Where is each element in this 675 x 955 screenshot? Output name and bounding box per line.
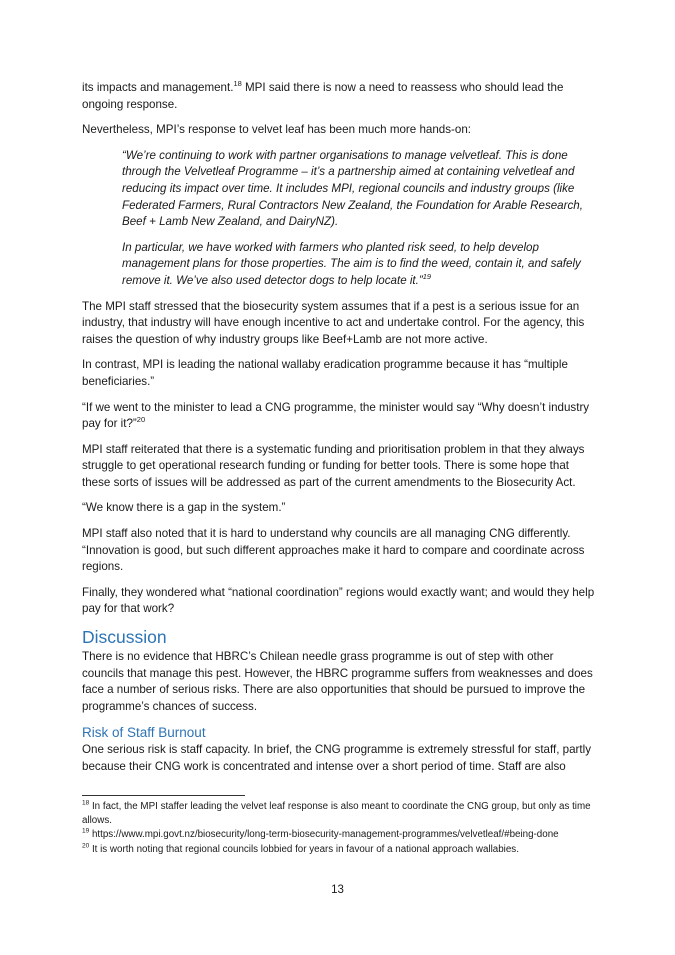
paragraph: Nevertheless, MPI’s response to velvet leaf has been much more hands-on:: [82, 123, 472, 137]
quote-paragraph: “We’re continuing to work with partner organisations to manage velvetleaf. This is done through the Velvetleaf Programme – it’s a partnership aimed at containing velvetleaf and reducing its impact over time. It includes MPI, regional councils and industry groups (like Federated Farmers, Rural Contractors New Zealand, the Foundation for Arable Research, Beef + Lamb New Zealand, and DairyNZ).: [122, 148, 583, 229]
paragraph: The MPI staff stressed that the biosecurity system assumes that if a pest is a serious issue for an industry, that industry will have enough incentive to act and undertake control. For the agency, this raises the question of why industry groups like Beef+Lamb are not more active.: [82, 299, 585, 346]
paragraph: One serious risk is staff capacity. In brief, the CNG programme is extremely stressful for staff, partly because their CNG work is concentrated and intense over a short period of time. Staff are also: [82, 743, 592, 773]
paragraph: MPI staff reiterated that there is a systematic funding and prioritisation problem in that they always struggle to get operational research funding or funding for better tools. There is some hope that these sorts of issues will be addressed as part of the current amendments to the Biosecurity Act.: [82, 442, 585, 489]
paragraph: There is no evidence that HBRC’s Chilean needle grass programme is out of step with other councils that manage this pest. However, the HBRC programme suffers from weaknesses and does face a number of serious risks. There are also opportunities that should be pursued to improve the programme’s chances of success.: [82, 650, 593, 713]
paragraph: [82, 80, 598, 113]
footnote-text: In fact, the MPI staffer leading the velvet leaf response is also meant to coordinate the CNG group, but only as time allows.: [82, 801, 591, 826]
quote-text: In particular, we have worked with farmers who planted risk seed, to help develop management plans for those properties. The aim is to find the weed, contain it, and safely remove it. We’ve also used detector dogs to help locate it.”: [122, 240, 581, 287]
footnote: [82, 800, 598, 827]
footnote: [82, 828, 598, 842]
footnote-ref[interactable]: 20: [136, 415, 146, 425]
footnote-separator: [82, 795, 245, 796]
paragraph-text: MPI said there is now a need to reassess who should lead the ongoing response.: [82, 81, 564, 111]
quote-paragraph: [122, 240, 598, 290]
footnote-ref[interactable]: 19: [422, 272, 432, 282]
document-body: [82, 80, 598, 785]
block-quote: [82, 148, 598, 290]
paragraph: MPI staff also noted that it is hard to understand why councils are all managing CNG differently. “Innovation is good, but such different approaches make it hard to compare and coordinate across regions.: [82, 527, 585, 574]
paragraph: In contrast, MPI is leading the national wallaby eradication programme because it has “multiple beneficiaries.”: [82, 358, 568, 388]
paragraph-text: its impacts and management.: [82, 81, 234, 94]
footnote-ref[interactable]: 18: [233, 79, 242, 89]
page-number: 13: [331, 884, 344, 896]
footnote-text: It is worth noting that regional councils lobbied for years in favour of a national approach wallabies.: [89, 843, 519, 855]
footnote: [82, 843, 598, 857]
footnote-number: 18: [82, 799, 90, 807]
footnotes: [82, 800, 598, 857]
paragraph: “We know there is a gap in the system.”: [82, 501, 286, 515]
paragraph: [82, 400, 598, 433]
section-heading-discussion: Discussion: [82, 627, 167, 648]
paragraph-text: “If we went to the minister to lead a CNG programme, the minister would say “Why doesn’t industry pay for it?”: [82, 400, 590, 431]
footnote-link[interactable]: https://www.mpi.govt.nz/biosecurity/long-term-biosecurity-management-programmes/velvetleaf/#being-done: [89, 829, 559, 840]
paragraph: Finally, they wondered what “national coordination” regions would exactly want; and would they help pay for that work?: [82, 585, 595, 616]
subsection-heading-risk: Risk of Staff Burnout: [82, 725, 206, 741]
footnote-number: 19: [82, 827, 90, 835]
footnote-number: 20: [82, 842, 90, 850]
